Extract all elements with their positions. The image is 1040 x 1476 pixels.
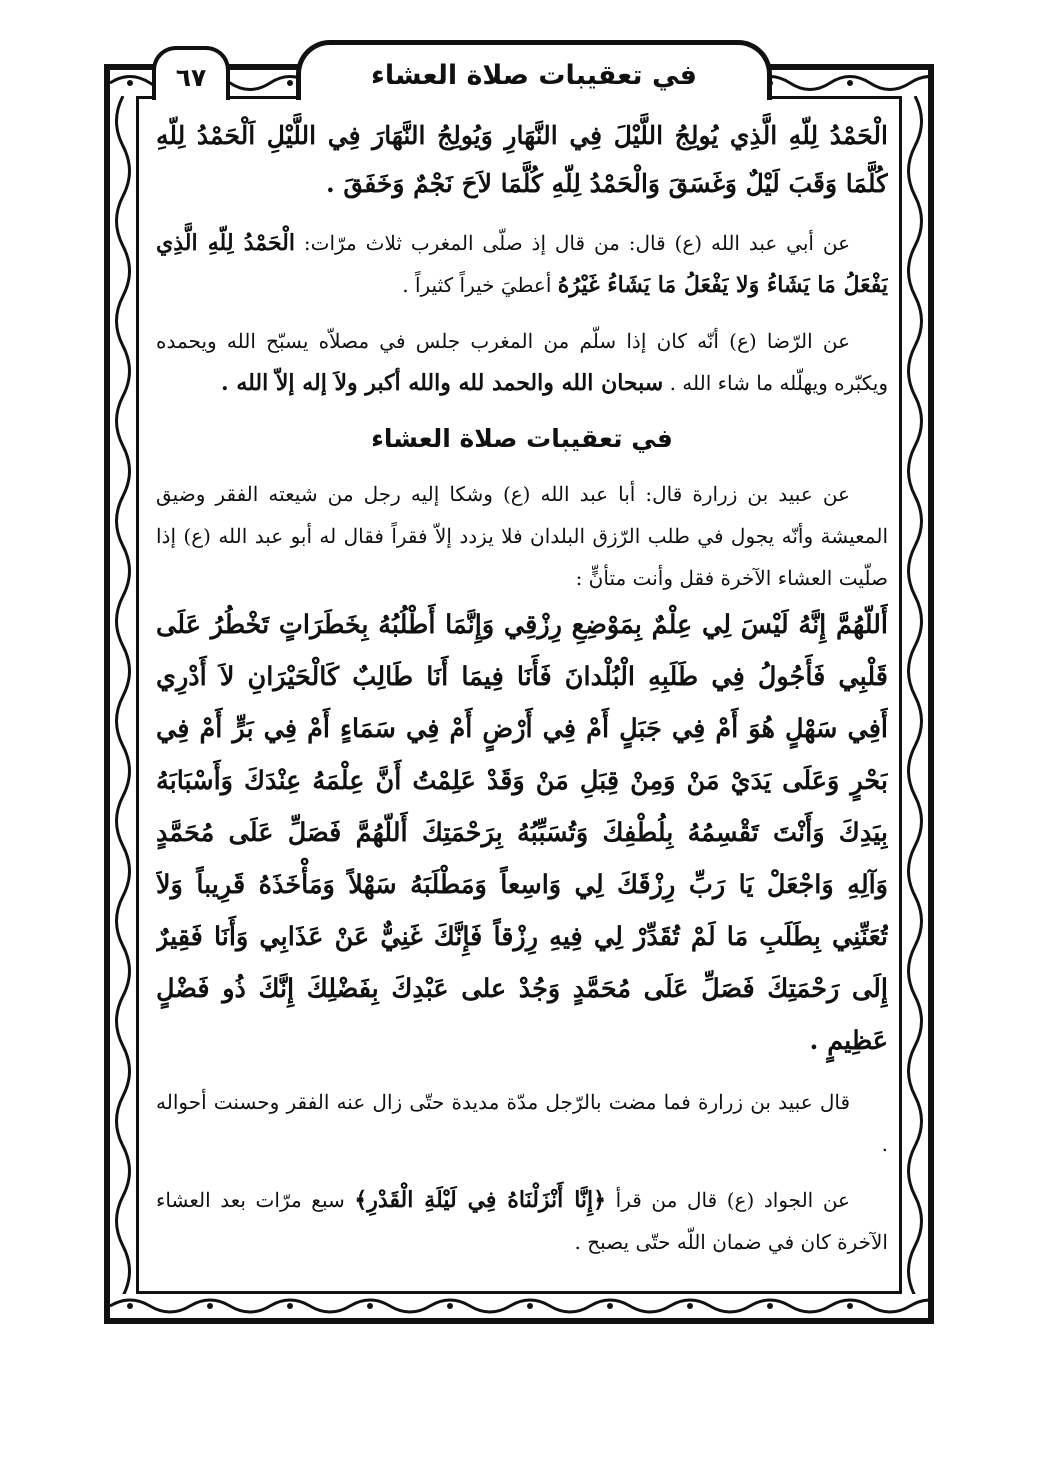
narration-jawad-start: عن الجواد (ع) قال من قرأ: [615, 1188, 850, 1212]
dua-rizq: أَللّهُمَّ إِنَّهُ لَيْسَ لِي عِلْمٌ بِمَوْضِعِ رِزْقِي وَإِنَّمَا أَطْلُبُهُ بِخَطَرَاتٍ تَخْطُرُ عَلَى قَلْبِي فَأَجُولُ فِي طَلَبِهِ الْبُلْدانَ فَأَنَا فِيمَا أَنَا طَالِبٌ كَالْحَيْرَانِ لاَ أَدْرِي أَفِي سَهْلٍ هُوَ أَمْ فِي جَبَلٍ أَمْ فِي أَرْضٍ أَمْ فِي سَمَاءٍ أَمْ فِي بَرٍّ أَمْ فِي بَحْرٍ وَعَلَى يَدَيْ مَنْ وَمِنْ قِبَلِ مَنْ وَقَدْ عَلِمْتُ أَنَّ عِلْمَهُ عِنْدَكَ وَأَسْبَابَهُ بِيَدِكَ وَأَنْتَ تَقْسِمُهُ بِلُطْفِكَ وَتُسَبِّبُهُ بِرَحْمَتِكَ أَللّهُمَّ فَصَلِّ عَلَى مُحَمَّدٍ وَآلِهِ وَاجْعَلْ يَا رَبِّ رِزْقَكَ لِي وَاسِعاً وَمَطْلَبَهُ سَهْلاً وَمَأْخَذَهُ قَرِيباً وَلاَ تُعَنِّنِي بِطَلَبِ مَا لَمْ تُقَدِّرْ لِي فِيهِ رِزْقاً فَإِنَّكَ غَنِيٌّ عَنْ عَذَابِي وَأَنَا فَقِيرٌ إِلَى رَحْمَتِكَ فَصَلِّ عَلَى مُحَمَّدٍ وَجُدْ على عَبْدِكَ بِفَضْلِكَ إِنَّكَ ذُو فَضْلٍ عَظِيمٍ .: [156, 610, 888, 1056]
narration-jawad-end: سبع مرّات بعد العشاء الآخرة كان في ضمان اللّه حتّى يصبح .: [156, 1188, 888, 1254]
page-content: [156, 112, 888, 1282]
page-number-cartouche: [152, 46, 230, 100]
narration-zurara-text: عن عبيد بن زرارة قال: أبا عبد الله (ع) وشكا إليه رجل من شيعته الفقر وضيق المعيشة وأنّه يجول في طلب الرّزق البلدان فلا يزدد إلاّ فقراً فقال له أبو عبد الله (ع) إذا صلّيت العشاء الآخرة فقل وأنت متأنٍّ :: [156, 482, 888, 590]
running-title: في تعقيبات صلاة العشاء: [371, 60, 697, 91]
border-ornament-right: [902, 96, 928, 1294]
verse-qadr: ﴿إِنَّا أَنْزَلْنَاهُ فِي لَيْلَةِ الْقَدْرِ﴾: [354, 1187, 607, 1213]
narration-abi-abdillah: [156, 222, 888, 306]
narration-rida: [156, 320, 888, 404]
dua-maghrib: الْحَمْدُ لِلّهِ الَّذِي يَفْعَلُ مَا يَشَاءُ وَلا يَفْعَلُ مَا يَشَاءُ غَيْرُهُ: [156, 230, 888, 298]
page-number: ٦٧: [175, 62, 207, 92]
narration-abi-abdillah-text: عن أبي عبد الله (ع) قال: من قال إذ صلّى المغرب ثلاث مرّات:: [303, 231, 850, 255]
narration-rida-text: عن الرّضا (ع) أنّه كان إذا سلّم من المغرب جلس في مصلاّه يسبّح الله ويحمده ويكبّره ويهلّله ما شاء الله .: [156, 329, 888, 395]
tasbih: سبحان الله والحمد لله والله أكبر ولاَ إله إلاّ الله .: [221, 370, 664, 396]
narration-jawad: [156, 1179, 888, 1263]
border-ornament-bottom: [110, 1294, 928, 1318]
narration-outcome-text: قال عبيد بن زرارة فما مضت بالرّجل مدّة مديدة حتّى زال عنه الفقر وحسنت أحواله .: [156, 1090, 888, 1156]
border-ornament-left: [110, 96, 136, 1294]
narration-outcome: [156, 1081, 888, 1165]
section-heading: في تعقيبات صلاة العشاء: [371, 424, 673, 453]
dua-opening: الْحَمْدُ لِلّهِ الَّذِي يُولِجُ اللَّيْلَ فِي النَّهَارِ وَيُولِجُ النَّهَارَ فِي اللَّيْلِ اَلْحَمْدُ لِلّهِ كُلَّمَا وَقَبَ لَيْلٌ وَغَسَقَ وَالْحَمْدُ لِلّهِ كُلَّمَا لاَحَ نَجْمٌ وَخَفَقَ .: [156, 121, 888, 198]
narration-abi-abdillah-end: أعطيَ خيراً كثيراً .: [402, 273, 552, 297]
running-title-cartouche: [296, 40, 772, 100]
narration-zurara: [156, 473, 888, 599]
